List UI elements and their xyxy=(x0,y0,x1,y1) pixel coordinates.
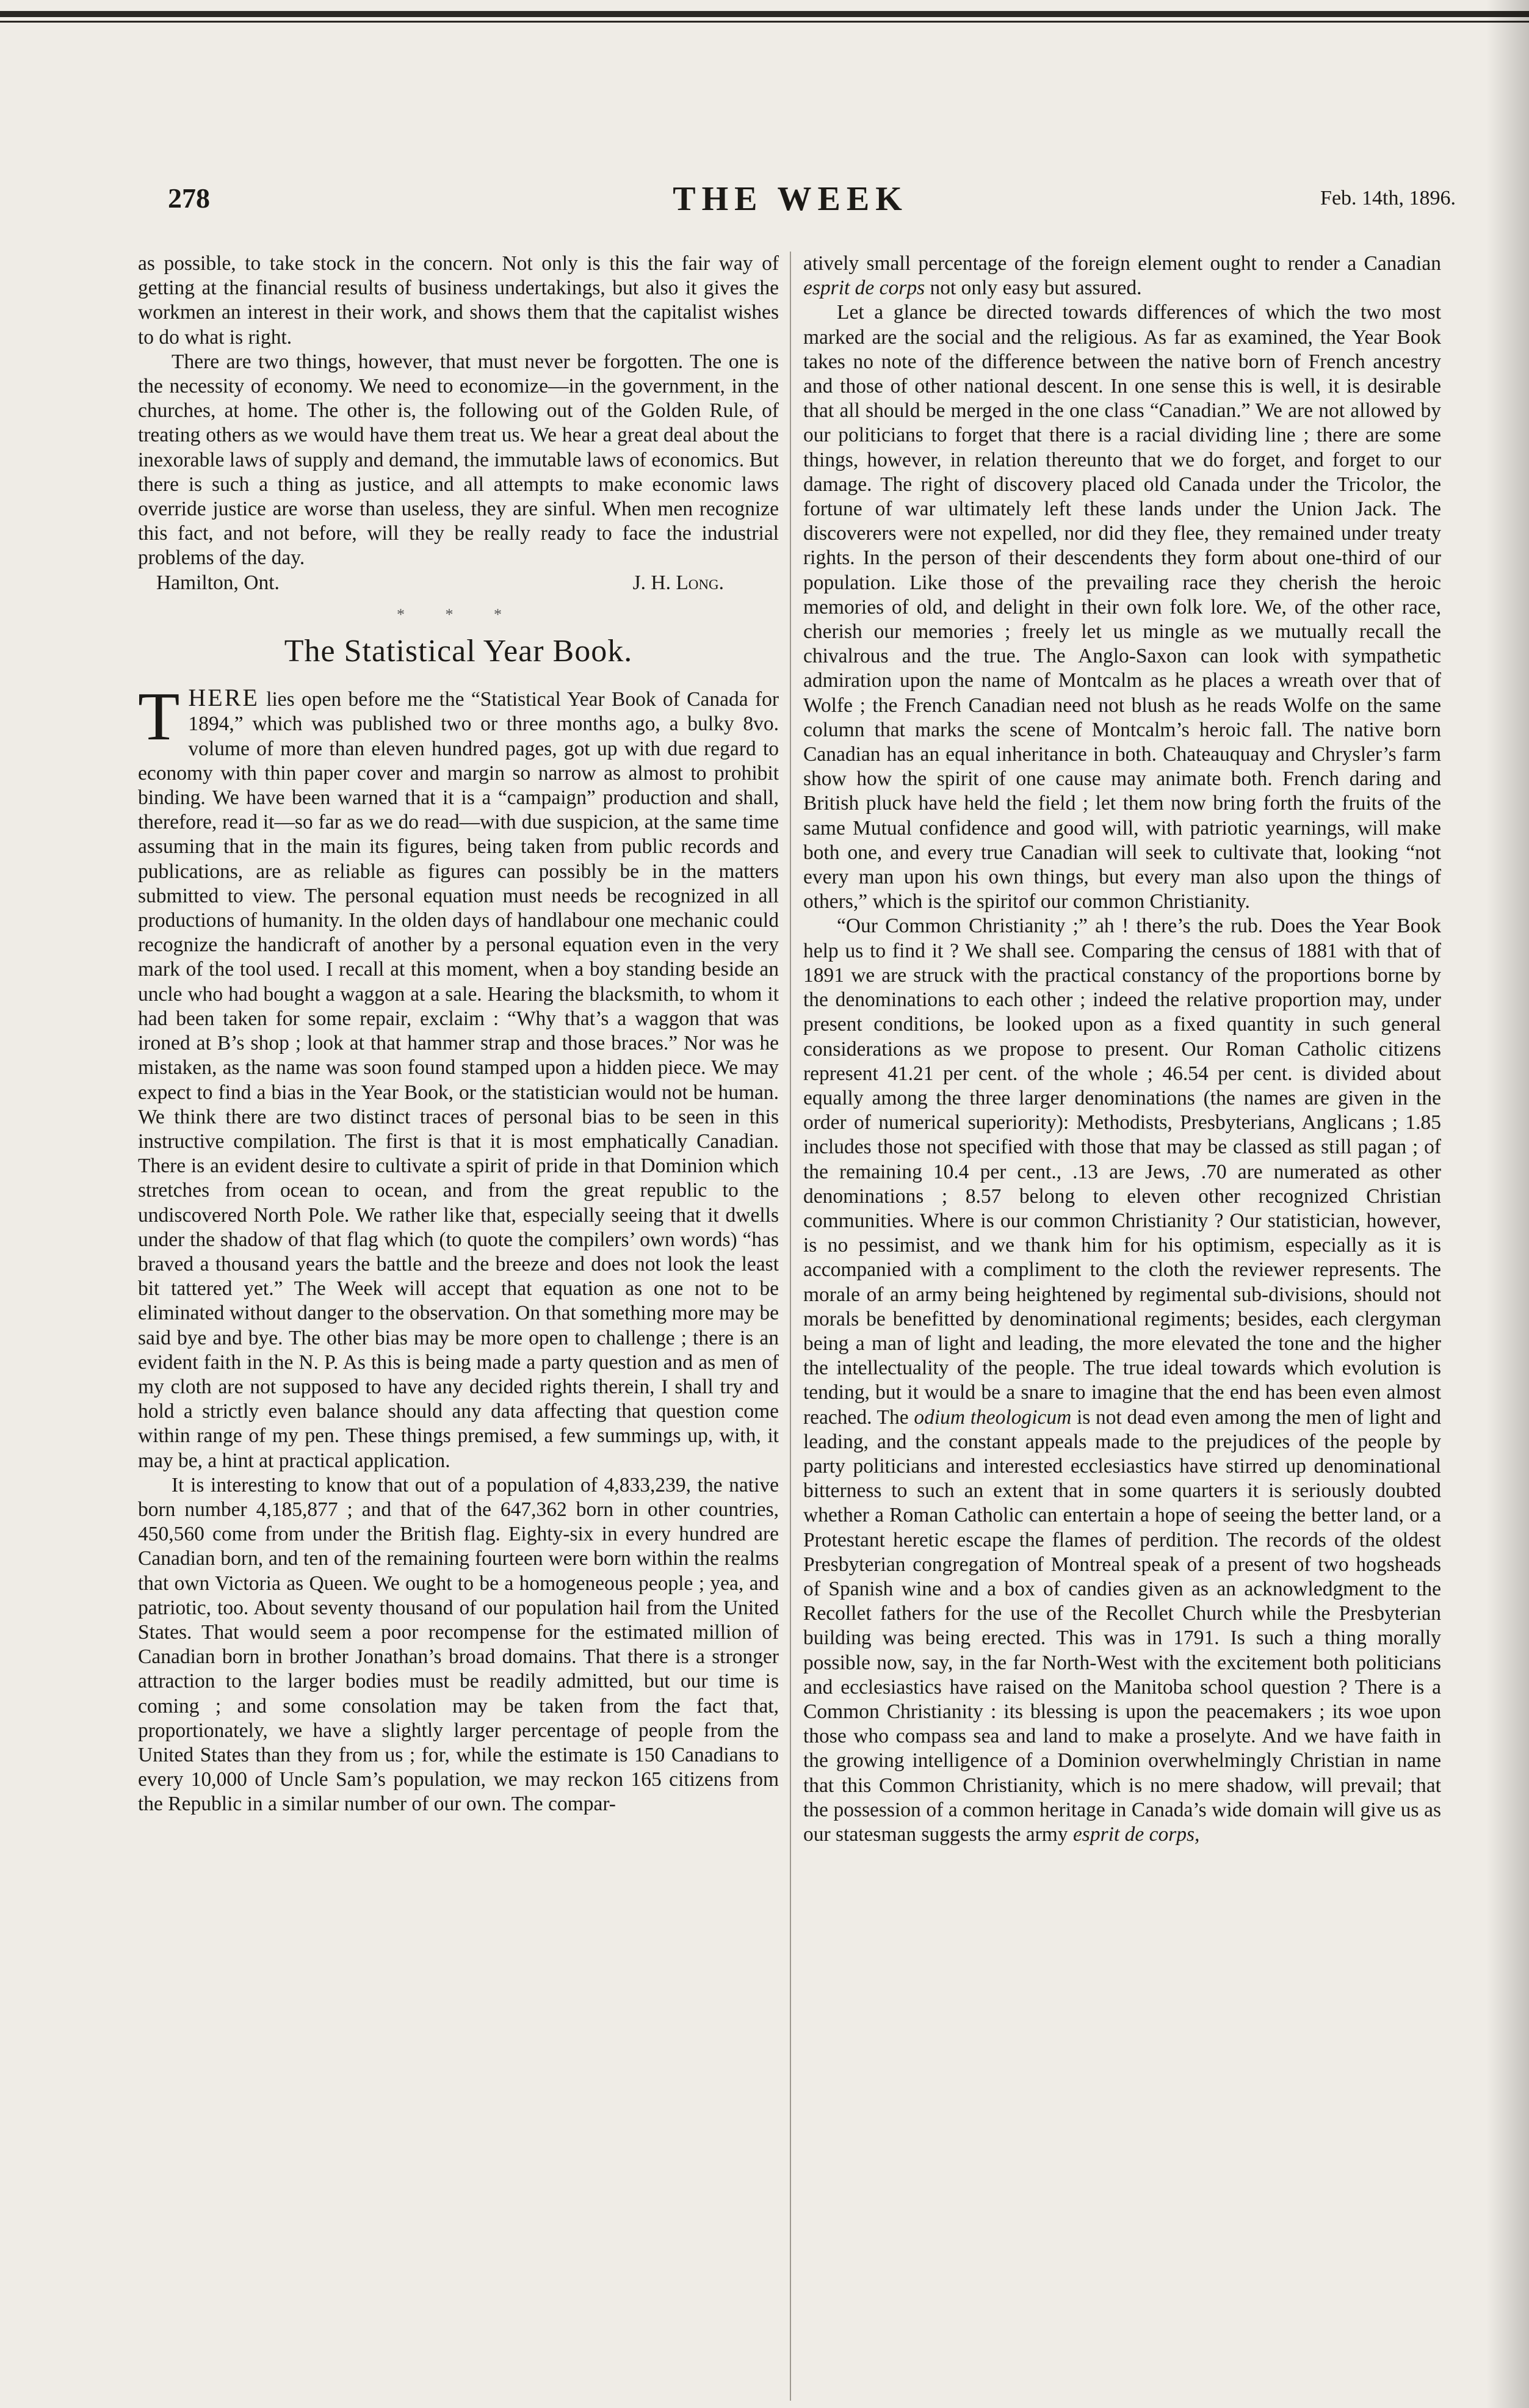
section-separator: * * * xyxy=(397,605,520,623)
article-title: The Statistical Year Book. xyxy=(284,634,633,669)
italic-phrase: esprit de corps xyxy=(803,277,925,300)
page-edge-shadow xyxy=(1486,0,1529,2408)
italic-phrase: odium theologicum xyxy=(914,1405,1072,1429)
column-divider xyxy=(790,252,791,2401)
signature-place: Hamilton, Ont. xyxy=(156,571,280,594)
prev-article-paragraph: as possible, to take stock in the concern. Not only is this the fair way of getting at the financial results of business undertakings, but also it gives the workmen an interest in their work, and shows them that the capitalist wishes to do what is right. xyxy=(138,252,779,349)
paragraph-text: not only easy but assured. xyxy=(930,277,1142,300)
article-paragraph xyxy=(803,914,1441,1847)
page-number: 278 xyxy=(168,183,210,214)
paragraph-text: is not dead even among the men of light and leading, and the constant appeals made to the prejudices of the people by party politicians and interested ecclesiastics have stirred up denominational bitterness to such an extent that in some quarters it is seriously doubted whether a Roman Catholic can entertain a hope of seeing the better land, or a Protestant heretic escape the flames of perdition. The records of the oldest Presbyterian congregation of Montreal speak of a present of two hogsheads of Spanish wine and a box of candies given as an acknowledgment to the Recollet fathers for the use of the Recollet Church while the Presbyterian building was being erected. This was in 1791. Is such a thing morally possible now, say, in the far North-West with the excitement both politicians and ecclesiastics have raised on the Manitoba school question ? There is a Common Christianity : its blessing is upon the peacemakers ; its woe upon those who compass sea and land to make a proselyte. And we have faith in the growing intelligence of a Dominion overwhelmingly Christian in name that this Common Christianity, which is no mere shadow, will prevail; that the possession of a common heritage in Canada’s wide domain will give us as our statesman suggests the army xyxy=(803,1405,1442,1846)
article-paragraph xyxy=(803,252,1441,300)
page-header xyxy=(125,182,1456,225)
prev-article-paragraph: There are two things, however, that must never be forgotten. The one is the necessity of economy. We need to economize—in the government, in the churches, at home. The other is, the following out of the Golden Rule, of treating others as we would have them treat us. We hear a great deal about the inexorable laws of supply and demand, the immutable laws of economics. But there is such a thing as justice, and all attempts to make economic laws override justice are worse than useless, they are sinful. When men recognize this fact, and not before, will they be really ready to face the industrial problems of the day. xyxy=(138,350,779,570)
right-column xyxy=(803,252,1441,1847)
article-paragraph xyxy=(138,679,779,1473)
top-border-thin-rule xyxy=(0,21,1529,23)
left-column xyxy=(138,252,779,1817)
paragraph-text: “Our Common Christianity ;” ah ! there’s the rub. Does the Year Book help us to find it ? We shall see. Comparing the census of 1881 with that of 1891 we are struck with the practical constancy of the proportions borne by the denominations to each other ; indeed the relative proportion may, under present conditions, be looked upon as a fixed quantity in such general considerations as we propose to present. Our Roman Catholic citizens represent 41.21 per cent. of the whole ; 46.54 per cent. is divided about equally among the three larger denominations (the names are given in the order of numerical superiority): Methodists, Presbyterians, Anglicans ; 1.85 includes those not specified with those that may be classed as still pagan ; of the remaining 10.4 per cent., .13 are Jews, .70 are numerated as other denominations ; 8.57 belong to eleven other recognized Christian communities. Where is our common Christianity ? Our statistician, however, is no pessimist, and we thank him for his optimism, especially as it is accompanied with a compliment to the cloth the reviewer represents. The morale of an army being heightened by regimental sub-divisions, should not morals be benefitted by denominational regiments; besides, each clergyman being a man of light and leading, the more elevated the tone and the higher the intellectuality of the people. The true ideal towards which evolution is tending, but it would be a snare to imagine that the end has been even almost reached. The xyxy=(803,915,1441,1429)
lead-word: HERE xyxy=(188,684,259,712)
article-paragraph: Let a glance be directed towards differences of which the two most marked are the social and the religious. As far as examined, the Year Book takes no note of the difference between the native born of French ancestry and those of other national descent. In one sense this is well, it is desirable that all should be merged in the one class “Canadian.” We are not allowed by our politicians to forget that there is a racial dividing line ; there are some things, however, in relation thereunto that we do forget, and forget to our damage. The right of discovery placed old Canada under the Tricolor, the fortune of war ultimately left these lands under the Union Jack. The discoverers were not expelled, nor did they flee, they remained under treaty rights. In the person of their descendents they form about one-third of our population. Like those of the prevailing race they cherish the heroic memories of old, and delight in their own folk lore. We, of the other race, cherish our memories ; freely let us mingle as we mutually recall the chivalrous and the true. The Anglo-Saxon can look with sympathetic admiration upon the name of Montcalm as he places a wreath over that of Wolfe ; the French Canadian need not blush as he reads Wolfe on the same column that marks the scene of Montcalm’s heroic fall. The native born Canadian has an equal inheritance in both. Chateauquay and Chrysler’s farm show how the spirit of one cause may animate both. French daring and British pluck have held the field ; let them now bring forth the fruits of the same Mutual confidence and good will, with patriotic yearnings, will make both one, and every true Canadian will seek to cultivate that, looking “not every man upon his own things, but every man also upon the things of others,” which is the spiritof our common Christianity. xyxy=(803,301,1441,913)
issue-date: Feb. 14th, 1896. xyxy=(1320,187,1456,209)
top-border-rule xyxy=(0,11,1529,17)
article-paragraph-text: lies open before me the “Statistical Year Book of Canada for 1894,” which was published two or three months ago, a bulky 8vo. volume of more than eleven hundred pages, got up with due regard to economy with thin paper cover and margin so narrow as almost to prohibit binding. We have been warned that it is a “campaign” production and shall, therefore, read it—so far as we do read—with due suspicion, at the same time assuming that in the main its figures, being taken from public records and publications, are as reliable as figures can possibly be in the matters submitted to view. The personal equation must needs be recognized in all productions of humanity. In the olden days of handlabour one mechanic could recognize the handicraft of another by a personal equation even in the very mark of the tool used. I recall at this moment, when a boy standing beside an uncle who had bought a waggon at a sale. Hearing the blacksmith, to whom it had been taken for some repair, exclaim : “Why that’s a waggon that was ironed at B’s shop ; look at that hammer strap and those braces.” Nor was he mistaken, as the name was soon found stamped upon a hidden piece. We may expect to find a bias in the Year Book, or the statistician would not be human. We think there are two distinct traces of personal bias to be seen in this instructive compilation. The first is that it is most emphatically Canadian. There is an evident desire to cultivate a spirit of pride in that Dominion which stretches from ocean to ocean, and from the great republic to the undiscovered North Pole. We rather like that, especially seeing that it dwells under the shadow of that flag which (to quote the compilers’ own words) “has braved a thousand years the battle and the breeze and does not look the least bit tattered yet.” The Week will accept that equation as one not to be eliminated without danger to the observation. On that something more may be said bye and bye. The other bias may be more open to challenge ; there is an evident faith in the N. P. As this is being made a party question and as men of my cloth are not supposed to have any decided rights therein, I shall try and hold a strictly even balance should any data affecting that question come within range of my pen. These things premised, a few summings up, with, it may be, a hint at practical application. xyxy=(138,688,779,1472)
paragraph-text: atively small percentage of the foreign element ought to render a Canadian xyxy=(803,252,1441,275)
drop-cap: T xyxy=(138,679,180,755)
signature-name: J. H. Long. xyxy=(632,571,724,594)
article-paragraph: It is interesting to know that out of a population of 4,833,239, the native born number 4,185,877 ; and that of the 647,362 born in other countries, 450,560 come from under the British flag. Eighty-six in every hundred are Canadian born, and ten of the remaining fourteen were born within the realms that own Victoria as Queen. We ought to be a homogeneous people ; yea, and patriotic, too. About seventy thousand of our population hail from the United States. That would seem a poor recompense for the estimated million of Canadian born in brother Jonathan’s broad domains. That there is a stronger attraction to the larger bodies must be readily admitted, but our time is coming ; and some consolation may be taken from the fact that, proportionately, we have a slightly larger percentage of people from the United States than they from us ; for, while the estimate is 150 Canadians to every 10,000 of Uncle Sam’s population, we may reckon 165 citizens from the Republic in a similar number of our own. The compar- xyxy=(138,1473,779,1816)
masthead-title: THE WEEK xyxy=(673,180,908,218)
italic-phrase: esprit de corps, xyxy=(1072,1823,1200,1846)
author-signature xyxy=(138,571,779,595)
